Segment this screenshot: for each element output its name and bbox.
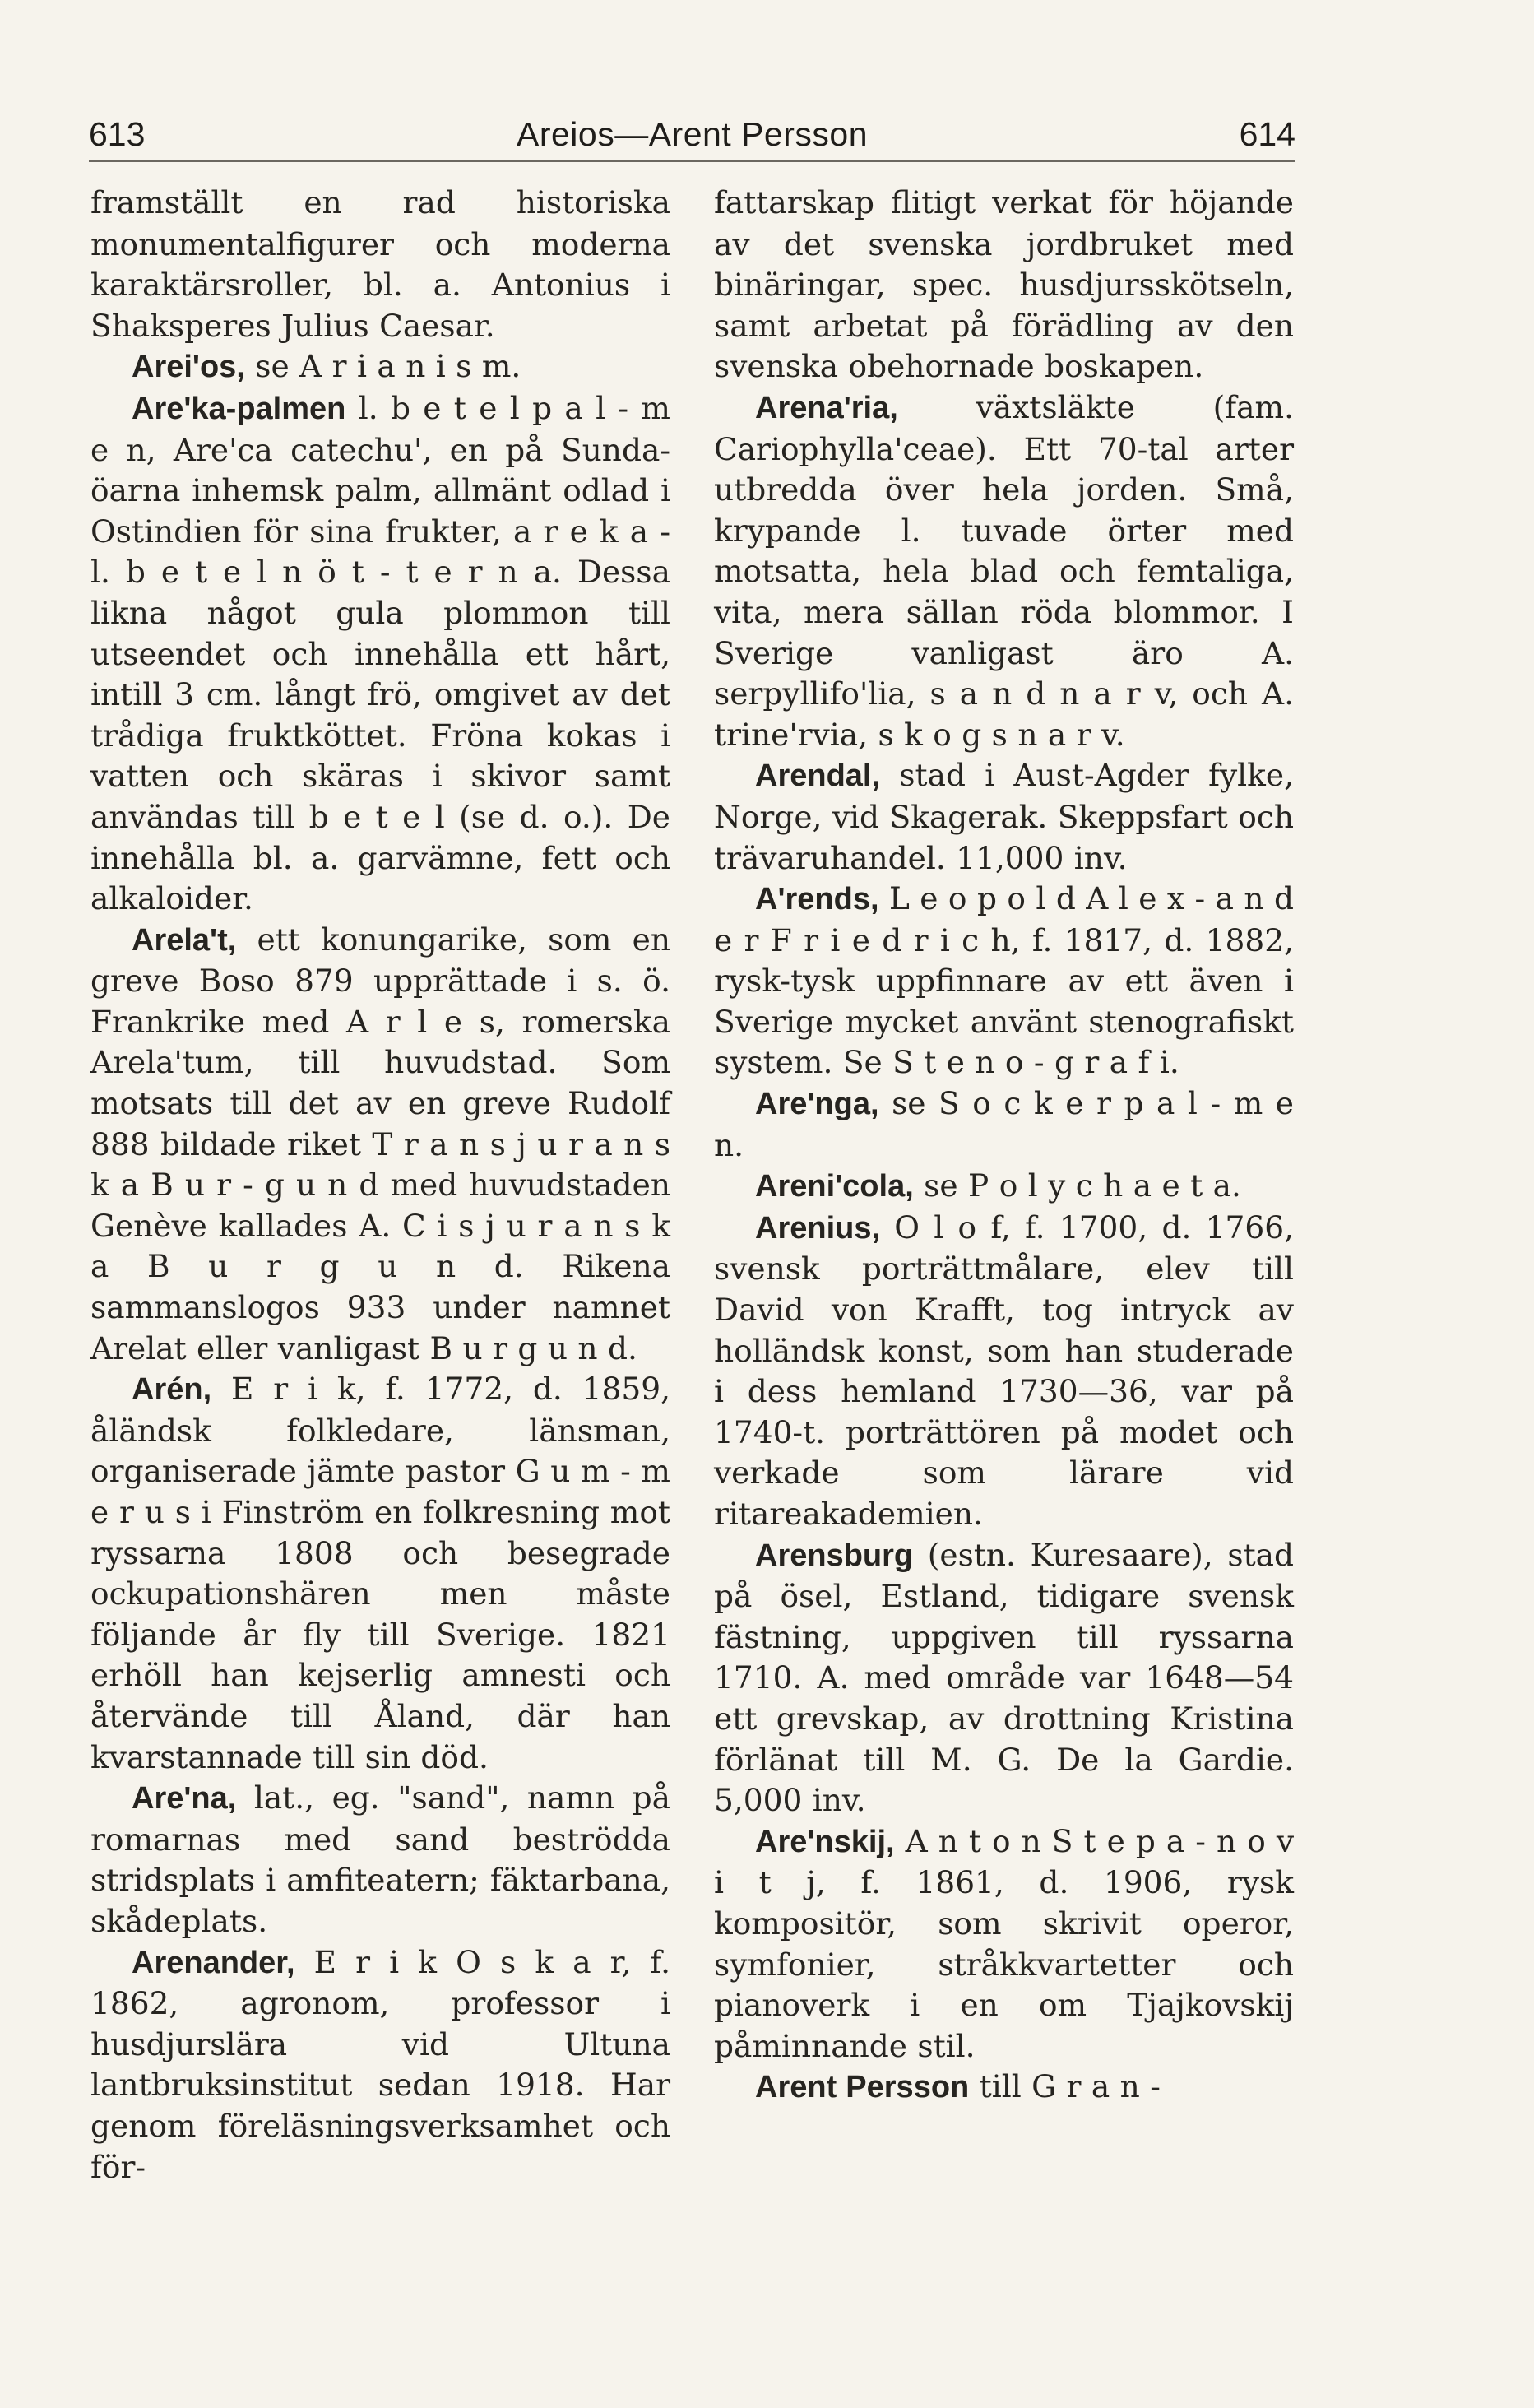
entry-continuation: fattarskap flitigt verkat för höjande av det svenska jordbruket med binäringar, spec. husdjursskötseln, samt arbetat på förädling av den svenska obehornade boskapen. [714, 184, 1294, 385]
entry-arena: Are'na, lat., eg. "sand", namn på romarnas med sand beströdda stridsplats i amfiteatern; fäktarbana, skådeplats. [90, 1779, 670, 1939]
header-rule [89, 160, 1295, 162]
entry-areios: Arei'os, se A r i a n i s m. [132, 348, 521, 385]
entry-arenander: Arenander, E r i k O s k a r, f. 1862, agronom, professor i husdjurslära vid Ultuna lantbruksinstitut sedan 1918. Har genom föreläsningsverksamhet och för- [90, 1943, 670, 2185]
left-column [90, 183, 670, 2188]
entry-arenskij: Are'nskij, A n t o n S t e p a - n o v i t j, f. 1861, d. 1906, rysk kompositör, som skrivit operor, symfonier, stråkkvartetter och pianoverk i en om Tjajkovskij påminnande stil. [714, 1822, 1294, 2064]
entry-continuation: framställt en rad historiska monumentalfigurer och moderna karaktärsroller, bl. a. Antonius i Shaksperes Julius Caesar. [90, 184, 670, 344]
entry-arelat: Arela't, ett konungarike, som en greve Boso 879 upprättade i s. ö. Frankrike med A r l e s, romerska Arela'tum, till huvudstad. Som motsats till det av en greve Rudolf 888 bildade riket T r a n s j u r a n s k a B u r - g u n d med huvudstaden Genève kallades A. C i s j u r a n s k a B u r g u n d. Rikena sammanslogos 933 under namnet Arelat eller vanligast B u r g u n d. [90, 921, 670, 1366]
entry-areka-palmen: Are'ka-palmen l. b e t e l p a l - m e n, Are'ca catechu', en på Sunda-öarna inhemsk palm, allmänt odlad i Ostindien för sina frukter, a r e k a - l. b e t e l n ö t - t e r n a. Dessa likna något gula plommon till utseendet och innehålla ett hårt, intill 3 cm. långt frö, omgivet av det trådiga fruktköttet. Fröna kokas i vatten och skäras i skivor samt användas till b e t e l (se d. o.). De innehålla bl. a. garvämne, fett och alkaloider. [90, 389, 670, 917]
entry-arenaria: Arena'ria, växtsläkte (fam. Cariophylla'ceae). Ett 70-tal arter utbredda över hela jorden. Små, krypande l. tuvade örter med motsatta, hela blad och femtaliga, vita, mera sällan röda blommor. I Sverige vanligast äro A. serpyllifo'lia, s a n d n a r v, och A. trine'rvia, s k o g s n a r v. [714, 388, 1294, 753]
entry-arenga: Are'nga, se S o c k e r p a l - m e n. [714, 1085, 1294, 1163]
page-number-left: 613 [89, 115, 146, 153]
entry-aren: Arén, E r i k, f. 1772, d. 1859, åländsk folkledare, länsman, organiserade jämte pastor G u m - m e r u s i Finström en folkresning mot ryssarna 1808 och besegrade ockupationshären men måste följande år fly till Sverige. 1821 erhöll han kejserlig amnesti och återvände till Åland, där han kvarstannade till sin död. [90, 1371, 670, 1775]
entry-arendal: Arendal, stad i Aust-Agder fylke, Norge, vid Skagerak. Skeppsfart och trävaruhandel. 11,000 inv. [714, 757, 1295, 876]
page-number-right: 614 [1239, 115, 1295, 153]
entry-arenius: Arenius, O l o f, f. 1700, d. 1766, svensk porträttmålare, elev till David von Krafft, tog intryck av holländsk konst, som han studerade i dess hemland 1730—36, var på 1740-t. porträttören på modet och verkade som lärare vid ritareakademien. [714, 1209, 1294, 1532]
running-title: Areios—Arent Persson [516, 115, 868, 153]
running-header [89, 115, 1295, 154]
right-column [714, 183, 1294, 2109]
entry-arent-persson: Arent Persson till G r a n - [755, 2068, 1161, 2105]
entry-arenicola: Areni'cola, se P o l y c h a e t a. [755, 1167, 1241, 1204]
entry-arensburg: Arensburg (estn. Kuresaare), stad på ösel, Estland, tidigare svensk fästning, uppgiven till ryssarna 1710. A. med område var 1648—54 ett grevskap, av drottning Kristina förlänat till M. G. De la Gardie. 5,000 inv. [714, 1536, 1294, 1819]
entry-arends: A'rends, L e o p o l d A l e x - a n d e r F r i e d r i c h, f. 1817, d. 1882, rysk-tysk uppfinnare av ett även i Sverige mycket använt stenografiskt system. Se S t e n o - g r a f i. [714, 880, 1294, 1081]
